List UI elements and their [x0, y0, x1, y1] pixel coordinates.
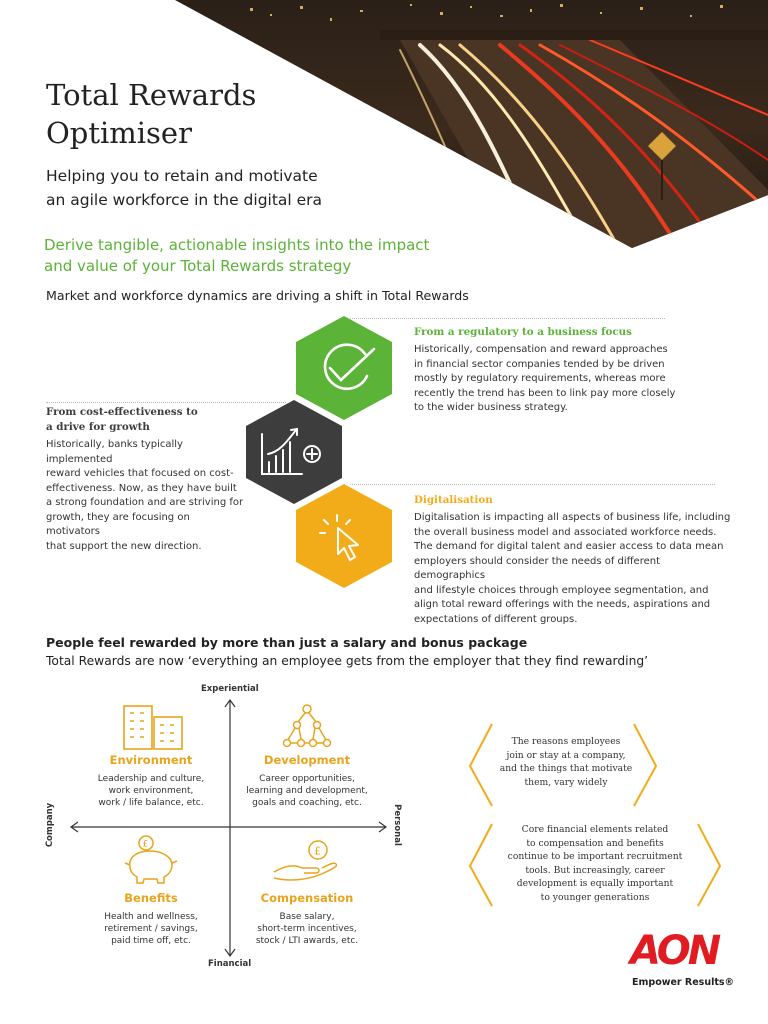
callout-second — [492, 823, 698, 904]
regulatory-line: Historically, compensation and reward approaches — [414, 344, 668, 355]
market-dynamics-line: Market and workforce dynamics are driving a shift in Total Rewards — [46, 288, 469, 303]
callout-second-line: development is equally important — [516, 878, 674, 889]
svg-text:£: £ — [314, 844, 321, 858]
development-quadrant — [236, 753, 378, 809]
axis-personal: Personal — [391, 804, 402, 846]
growth-line: Historically, banks typically implemented — [46, 439, 183, 465]
aon-logo: AON — [630, 928, 719, 974]
digital-line: and lifestyle choices through employee segmentation, and — [414, 584, 709, 596]
regulatory-block — [414, 325, 714, 416]
subtitle-line-1: Helping you to retain and motivate — [46, 167, 318, 185]
compensation-line: stock / LTI awards, etc. — [255, 936, 359, 946]
page-subtitle — [46, 164, 322, 212]
regulatory-line: to the wider business strategy. — [414, 402, 568, 413]
regulatory-line: in financial sector companies tended by be driven — [414, 358, 665, 370]
page-title — [46, 76, 256, 152]
environment-line: work / life balance, etc. — [98, 798, 204, 808]
growth-line: growth, they are focusing on motivators — [46, 511, 190, 537]
environment-title: Environment — [109, 753, 193, 767]
digital-line: align total reward offerings with the needs, aspirations and — [414, 599, 711, 610]
environment-line: work environment, — [108, 786, 194, 796]
compensation-line: short-term incentives, — [257, 924, 357, 934]
benefits-title: Benefits — [124, 891, 178, 905]
section2-subheading: Total Rewards are now ‘everything an employee gets from the employer that they find rewarding’ — [46, 654, 649, 668]
shift-hexagons — [240, 312, 410, 594]
regulatory-line: mostly by regulatory requirements, whereas more — [414, 373, 666, 384]
callout-second-line: Core financial elements related — [521, 824, 669, 835]
svg-text:£: £ — [142, 839, 149, 850]
axis-financial: Financial — [208, 959, 252, 969]
growth-line: effectiveness. Now, as they have built — [46, 482, 237, 494]
intro-headline-line-2: and value of your Total Rewards strategy — [44, 257, 352, 275]
compensation-quadrant — [236, 891, 378, 947]
network-icon — [280, 703, 334, 751]
benefits-text — [80, 911, 222, 947]
axis-company: Company — [45, 802, 56, 848]
subtitle-line-2: an agile workforce in the digital era — [46, 191, 323, 209]
regulatory-heading: From a regulatory to a business focus — [414, 326, 632, 338]
digital-line: employers should consider the needs of different demographics — [414, 555, 661, 581]
growth-heading — [46, 405, 246, 435]
growth-heading-line-1: From cost-effectiveness to — [46, 406, 198, 418]
environment-line: Leadership and culture, — [97, 774, 205, 784]
brand-tagline: Empower Results® — [632, 977, 735, 988]
compensation-title: Compensation — [260, 891, 354, 905]
piggy-bank-icon — [120, 833, 180, 885]
development-title: Development — [263, 753, 351, 767]
intro-headline-line-1: Derive tangible, actionable insights into the impact — [44, 236, 430, 254]
callout-first — [488, 735, 644, 789]
regulatory-body — [414, 343, 714, 416]
development-line: Career opportunities, — [259, 774, 355, 784]
development-line: learning and development, — [246, 786, 368, 796]
callout-first-line: The reasons employees — [511, 736, 621, 747]
digital-body — [414, 511, 734, 627]
digital-line: expectations of different groups. — [414, 613, 578, 625]
digital-line: Digitalisation is impacting all aspects of business life, including — [414, 512, 731, 523]
callout-second-line: continue to be important recruitment — [507, 851, 683, 862]
title-line-1: Total Rewards — [46, 78, 257, 112]
digital-hexagon — [296, 484, 392, 588]
callout-first-line: join or stay at a company, — [506, 749, 626, 761]
regulatory-hexagon — [296, 316, 392, 420]
growth-line: that support the new direction. — [46, 540, 202, 552]
callout-second-line: to younger generations — [540, 891, 650, 903]
growth-heading-line-2: a drive for growth — [46, 421, 150, 433]
digital-line: The demand for digital talent and easier access to data mean — [414, 541, 724, 552]
development-text — [236, 773, 378, 809]
environment-quadrant — [80, 753, 222, 809]
callout-first-line: and the things that motivate — [499, 763, 633, 774]
regulatory-line: recently the trend has been to link pay more closely — [414, 387, 676, 399]
benefits-quadrant — [80, 891, 222, 947]
environment-text — [80, 773, 222, 809]
digital-heading: Digitalisation — [414, 494, 493, 506]
digital-block — [414, 493, 734, 627]
compensation-text — [236, 911, 378, 947]
intro-headline — [44, 235, 429, 277]
axis-experiential: Experiential — [201, 684, 259, 694]
growth-block — [46, 405, 246, 554]
callout-second-line: to compensation and benefits — [526, 837, 664, 849]
callout-first-line: them, vary widely — [524, 776, 608, 788]
digital-line: the overall business model and associated workforce needs. — [414, 526, 717, 538]
development-line: goals and coaching, etc. — [252, 798, 362, 808]
title-line-2: Optimiser — [46, 116, 192, 150]
benefits-line: paid time off, etc. — [111, 936, 191, 946]
hand-coin-icon — [270, 838, 342, 884]
section2-heading: People feel rewarded by more than just a salary and bonus package — [46, 635, 528, 650]
growth-line: reward vehicles that focused on cost- — [46, 468, 234, 479]
benefits-line: retirement / savings, — [104, 924, 198, 934]
buildings-icon — [120, 703, 186, 751]
growth-hexagon — [246, 400, 342, 504]
growth-body — [46, 438, 246, 554]
callout-second-line: tools. But increasingly, career — [525, 864, 665, 876]
growth-line: a strong foundation and are striving for — [46, 497, 244, 508]
benefits-line: Health and wellness, — [104, 912, 198, 922]
compensation-line: Base salary, — [279, 912, 335, 922]
